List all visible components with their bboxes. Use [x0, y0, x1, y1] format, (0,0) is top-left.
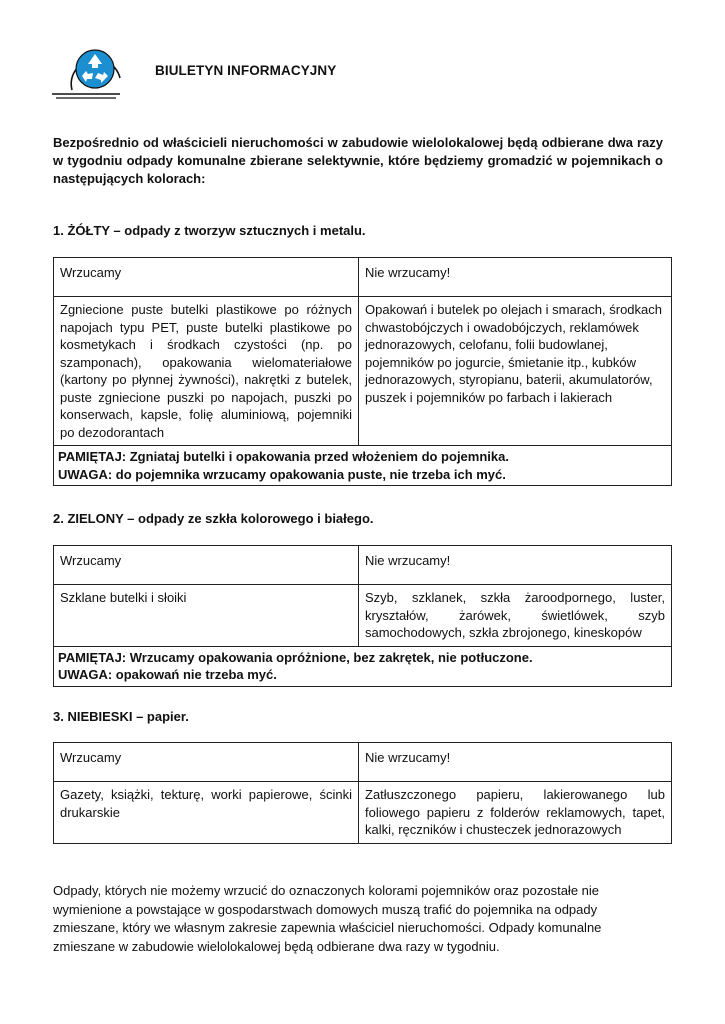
col-header-in: Wrzucamy — [54, 546, 359, 585]
col-header-out: Nie wrzucamy! — [359, 258, 672, 297]
forbidden-items: Opakowań i butelek po olejach i smarach, środkach chwastobójczych i owadobójczych, reklamówek jednorazowych, celofanu, folii budowlanej, pojemników po jogurcie, śmietanie itp., kubków jednorazowych, styropianu, baterii, akumulatorów, puszek i pojemników po farbach i lakierach — [359, 297, 672, 446]
section-yellow-table — [53, 257, 672, 486]
forbidden-items: Zatłuszczonego papieru, lakierowanego lub foliowego papieru z folderów reklamowych, tapet, kalki, ręczników i chusteczek jednorazowych — [359, 782, 672, 844]
footer-paragraph: Odpady, których nie możemy wrzucić do oznaczonych kolorami pojemników oraz pozostałe nie wymienione a powstające w gospodarstwach domowych muszą trafić do pojemnika na odpady zmieszane, który we własnym zakresie zapewnia właściciel nieruchomości. Odpady komunalne zmieszane w zabudowie wielolokalowej będą odbierane dwa razy w tygodniu. — [53, 883, 602, 954]
remember-note: PAMIĘTAJ: Wrzucamy opakowania opróżnione, bez zakrętek, nie potłuczone. — [58, 649, 533, 665]
allowed-items: Gazety, książki, tekturę, worki papierowe, ścinki drukarskie — [54, 782, 359, 844]
col-header-out: Nie wrzucamy! — [359, 743, 672, 782]
page-title: BIULETYN INFORMACYJNY — [155, 63, 337, 78]
section-green-table — [53, 545, 672, 687]
allowed-items: Zgniecione puste butelki plastikowe po różnych napojach typu PET, puste butelki plastikowe po kosmetykach i środkach czystości (np. po szamponach), opakowania wielomateriałowe (kartony po płynnej żywności), nakrętki z butelek, puste zgniecione puszki po napojach, puszki po konserwach, kapsle, folię aluminiową, pojemniki po dezodorantach — [54, 297, 359, 446]
section-green-title: 2. ZIELONY – odpady ze szkła kolorowego i białego. — [53, 511, 374, 526]
recycling-icon — [50, 42, 130, 104]
section-yellow-title: 1. ŻÓŁTY – odpady z tworzyw sztucznych i metalu. — [53, 223, 366, 238]
section-notes — [54, 646, 672, 686]
section-notes — [54, 446, 672, 486]
recycling-logo — [50, 42, 130, 104]
allowed-items: Szklane butelki i słoiki — [54, 585, 359, 647]
attention-note: UWAGA: do pojemnika wrzucamy opakowania puste, nie trzeba ich myć. — [58, 466, 506, 482]
forbidden-items: Szyb, szklanek, szkła żaroodpornego, luster, kryształów, żarówek, świetlówek, szyb samochodowych, szkła zbrojonego, kineskopów — [359, 585, 672, 647]
intro-paragraph: Bezpośrednio od właścicieli nieruchomości w zabudowie wielolokalowej będą odbierane dwa razy w tygodniu odpady komunalne zbierane selektywnie, które będziemy gromadzić w pojemnikach o następujących kolorach: — [53, 135, 663, 186]
remember-note: PAMIĘTAJ: Zgniataj butelki i opakowania przed włożeniem do pojemnika. — [58, 449, 509, 464]
col-header-in: Wrzucamy — [54, 743, 359, 782]
col-header-out: Nie wrzucamy! — [359, 546, 672, 585]
attention-note: UWAGA: opakowań nie trzeba myć. — [58, 667, 277, 682]
section-blue-table — [53, 742, 672, 844]
col-header-in: Wrzucamy — [54, 258, 359, 297]
section-blue-title: 3. NIEBIESKI – papier. — [53, 709, 189, 724]
